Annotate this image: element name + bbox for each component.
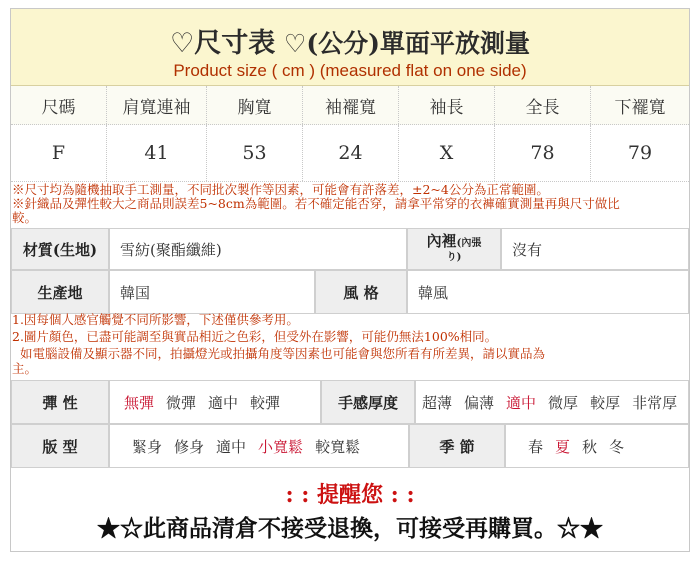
value-length: 78 <box>495 125 591 181</box>
value-size: F <box>11 125 107 181</box>
attribute-grid <box>11 380 689 468</box>
fit-option-tight: 緊身 <box>132 437 163 456</box>
lining-label-line2: り) <box>446 251 462 263</box>
size-header-row <box>11 86 689 125</box>
lining-label-small: (內張 <box>456 237 482 249</box>
measure-note-2: ※針織品及彈性較大之商品則誤差5~8cm為範圍。若不確定能否穿，請拿平常穿的衣褲確實測量再與尺寸做比 <box>12 196 620 211</box>
col-shoulder: 肩寬連袖 <box>107 86 207 124</box>
origin-label: 生產地 <box>11 270 109 314</box>
col-size: 尺碼 <box>11 86 107 124</box>
lining-value: 沒有 <box>501 228 689 270</box>
style-label: 風 格 <box>315 270 407 314</box>
value-sleeve: X <box>399 125 495 181</box>
thickness-options <box>415 380 689 424</box>
material-label: 材質(生地) <box>11 228 109 270</box>
fit-option-loose: 較寬鬆 <box>315 437 361 456</box>
measure-note-1: ※尺寸均為隨機抽取手工測量，不同批次製作等因素，可能會有許落差，±2~4公分為正常範圍。 <box>12 182 549 197</box>
fit-option-slim: 修身 <box>174 437 205 456</box>
size-value-row <box>11 125 689 182</box>
reminder-text: ★☆此商品清倉不接受退換，可接受再購買。☆★ <box>97 515 603 542</box>
col-sleeve: 袖長 <box>399 86 495 124</box>
value-chest: 53 <box>207 125 303 181</box>
disclaimer-2: 2.圖片顏色，已盡可能調至與實品相近之色彩，但受外在影響，可能仍無法100%相同。 <box>12 329 498 344</box>
season-option-autumn: 秋 <box>582 437 598 456</box>
style-value: 韓風 <box>407 270 689 314</box>
elasticity-options <box>109 380 321 424</box>
lining-label-main: 內裡 <box>426 231 457 250</box>
elasticity-option-high: 較彈 <box>250 393 281 412</box>
season-options <box>505 424 689 468</box>
title-main: ♡尺寸表 <box>169 28 276 59</box>
col-cuff: 袖襬寬 <box>303 86 399 124</box>
season-option-winter: 冬 <box>609 437 625 456</box>
chart-subtitle: Product size ( cm ) (measured flat on one side) <box>173 61 527 80</box>
elasticity-option-none: 無彈 <box>124 393 155 412</box>
measure-note-3: 較。 <box>12 210 38 225</box>
fit-option-regular: 適中 <box>216 437 247 456</box>
value-shoulder: 41 <box>107 125 207 181</box>
thickness-option-slight-thick: 微厚 <box>548 393 579 412</box>
chart-header <box>11 9 689 86</box>
lining-label <box>407 228 501 270</box>
elasticity-option-slight: 微彈 <box>166 393 197 412</box>
reminder-box <box>11 470 689 550</box>
thickness-label: 手感厚度 <box>321 380 415 424</box>
disclaimer-1: 1.因每個人感官觸覺不同所影響，下述僅供參考用。 <box>12 312 299 327</box>
material-value: 雪紡(聚酯纖維) <box>109 228 407 270</box>
thickness-option-ultrathin: 超薄 <box>422 393 453 412</box>
season-label: 季 節 <box>409 424 505 468</box>
thickness-option-thin: 偏薄 <box>464 393 495 412</box>
col-length: 全長 <box>495 86 591 124</box>
fit-option-slightly-loose: 小寬鬆 <box>258 437 304 456</box>
reminder-title: : : 提醒您 : : <box>285 482 415 508</box>
season-option-summer: 夏 <box>555 437 571 456</box>
product-info-grid <box>11 228 689 316</box>
value-hem: 79 <box>627 142 653 164</box>
season-option-spring: 春 <box>528 437 544 456</box>
col-hem: 下襬寬 <box>614 97 666 118</box>
origin-value: 韓国 <box>109 270 315 314</box>
value-cuff: 24 <box>303 125 399 181</box>
col-chest: 胸寬 <box>207 86 303 124</box>
fit-label: 版 型 <box>11 424 109 468</box>
thickness-option-very-thick: 非常厚 <box>632 393 678 412</box>
chart-title <box>11 21 689 60</box>
elasticity-label: 彈 性 <box>11 380 109 424</box>
title-unit: ♡(公分)單面平放測量 <box>283 29 530 58</box>
fit-options <box>109 424 409 468</box>
disclaimer-3: 如電腦設備及顯示器不同，拍攝燈光或拍攝角度等因素也可能會與您所看有所差異，請以實品為 <box>12 346 545 361</box>
thickness-option-medium: 適中 <box>506 393 537 412</box>
elasticity-option-medium: 適中 <box>208 393 239 412</box>
disclaimer-4: 主。 <box>12 361 38 376</box>
thickness-option-thick: 較厚 <box>590 393 621 412</box>
